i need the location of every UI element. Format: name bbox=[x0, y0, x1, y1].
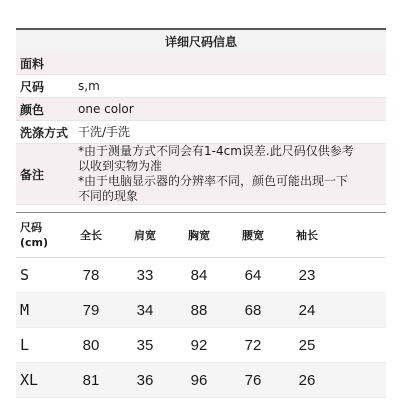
info-row-fabric bbox=[16, 52, 386, 75]
size-cell: S bbox=[20, 266, 30, 284]
size-cell: XL bbox=[20, 371, 39, 389]
value-cell: 26 bbox=[298, 371, 316, 389]
table-row bbox=[16, 363, 386, 398]
product-info-table bbox=[16, 52, 386, 205]
table-row bbox=[16, 293, 386, 328]
header-size-label: 尺码 bbox=[20, 221, 42, 234]
header-size bbox=[16, 220, 64, 250]
size-cell: M bbox=[20, 301, 30, 319]
value-cell: 96 bbox=[190, 371, 208, 389]
value-cell: 24 bbox=[298, 301, 316, 319]
info-label: 面料 bbox=[20, 56, 45, 71]
table-row bbox=[16, 328, 386, 363]
table-row bbox=[16, 258, 386, 293]
value-cell: 78 bbox=[82, 266, 100, 284]
info-label: 备注 bbox=[20, 167, 45, 182]
value-cell: 68 bbox=[244, 301, 262, 319]
header-waist: 腰宽 bbox=[242, 229, 264, 242]
header-sleeve: 袖长 bbox=[296, 229, 318, 242]
info-value: s,m bbox=[78, 78, 100, 93]
info-label: 洗涤方式 bbox=[20, 125, 69, 140]
value-cell: 72 bbox=[244, 336, 262, 354]
value-cell: 33 bbox=[136, 266, 154, 284]
value-cell: 35 bbox=[136, 336, 154, 354]
value-cell: 84 bbox=[190, 266, 208, 284]
info-label: 尺码 bbox=[20, 79, 45, 94]
value-cell: 64 bbox=[244, 266, 262, 284]
value-cell: 25 bbox=[298, 336, 316, 354]
header-length: 全长 bbox=[80, 229, 102, 242]
header-chest: 胸宽 bbox=[188, 229, 210, 242]
value-cell: 23 bbox=[298, 266, 316, 284]
info-row-color bbox=[16, 98, 386, 121]
info-row-washing bbox=[16, 121, 386, 144]
info-notes bbox=[78, 142, 386, 206]
size-cell: L bbox=[20, 336, 30, 354]
info-value: one color bbox=[78, 101, 134, 116]
info-value: 干洗/手洗 bbox=[78, 124, 131, 139]
info-label: 颜色 bbox=[20, 102, 45, 117]
header-size-unit: (cm) bbox=[20, 236, 49, 249]
note-line: *由于测量方式不同会有1-4cm误差.此尺码仅供参考 bbox=[78, 144, 354, 158]
header-shoulder: 肩宽 bbox=[134, 229, 156, 242]
note-line: 不同的现象 bbox=[78, 189, 139, 203]
info-value bbox=[78, 61, 386, 65]
value-cell: 34 bbox=[136, 301, 154, 319]
size-info-title: 详细尺码信息 bbox=[16, 28, 386, 52]
value-cell: 88 bbox=[190, 301, 208, 319]
info-row-size bbox=[16, 75, 386, 98]
note-line: 以收到实物为准 bbox=[78, 159, 163, 173]
value-cell: 80 bbox=[82, 336, 100, 354]
value-cell: 92 bbox=[190, 336, 208, 354]
value-cell: 36 bbox=[136, 371, 154, 389]
info-row-notes bbox=[16, 144, 386, 205]
value-cell: 81 bbox=[82, 371, 100, 389]
note-line: *由于电脑显示器的分辨率不同，颜色可能出现一下 bbox=[78, 174, 349, 188]
size-chart-table bbox=[16, 212, 386, 398]
value-cell: 76 bbox=[244, 371, 262, 389]
table-header bbox=[16, 213, 386, 258]
value-cell: 79 bbox=[82, 301, 100, 319]
